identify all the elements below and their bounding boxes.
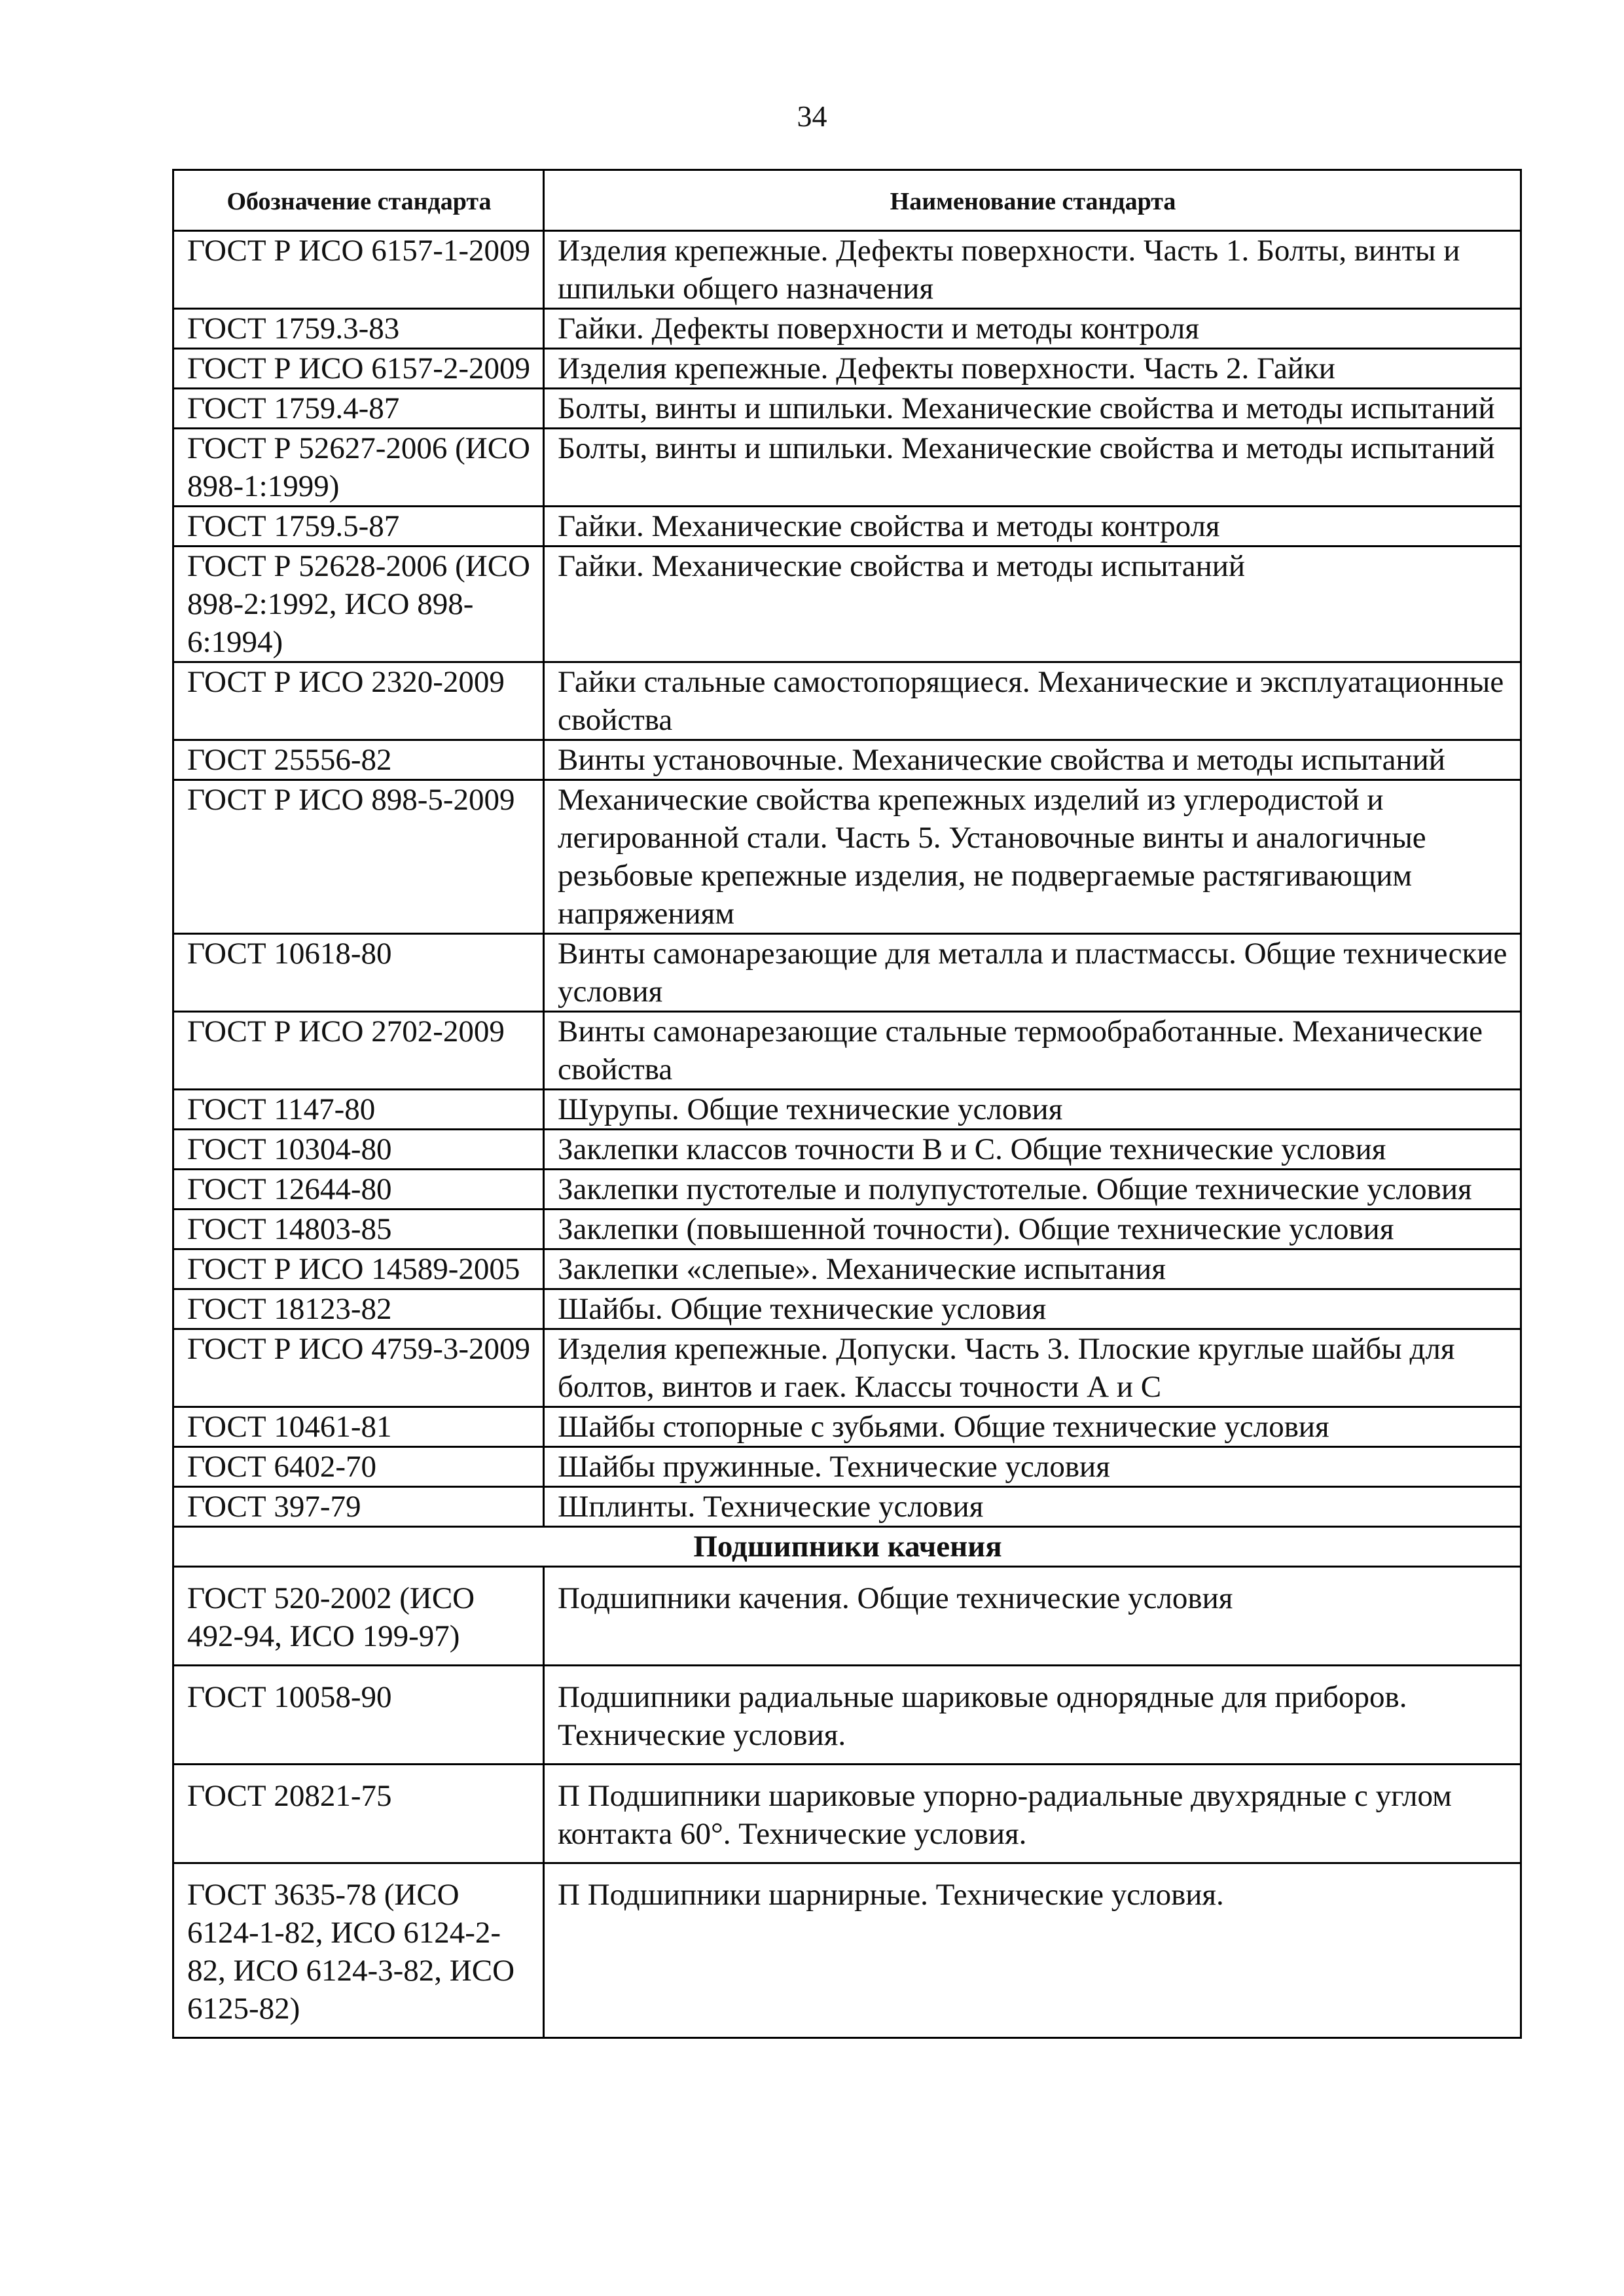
standard-name: Механические свойства крепежных изделий из углеродистой и легированной стали. Часть 5. Установочные винты и аналогичные резьбовые крепежные изделия, не подвергаемые растягивающим напряжениям [544, 780, 1521, 934]
standard-name: П Подшипники шариковые упорно-радиальные двухрядные с углом контакта 60°. Технические условия. [544, 1765, 1521, 1863]
standard-code: ГОСТ Р ИСО 6157-2-2009 [173, 349, 544, 389]
standard-code: ГОСТ Р ИСО 14589-2005 [173, 1249, 544, 1289]
standard-name: Изделия крепежные. Дефекты поверхности. Часть 1. Болты, винты и шпильки общего назначения [544, 231, 1521, 309]
standard-code: ГОСТ 10461-81 [173, 1407, 544, 1447]
standard-code: ГОСТ 20821-75 [173, 1765, 544, 1863]
table-row [173, 547, 1521, 662]
standard-name: Заклепки пустотелые и полупустотелые. Общие технические условия [544, 1170, 1521, 1210]
standard-code: ГОСТ 3635-78 (ИСО 6124-1-82, ИСО 6124-2-82, ИСО 6124-3-82, ИСО 6125-82) [173, 1863, 544, 2038]
standard-code: ГОСТ 1759.3-83 [173, 309, 544, 349]
page-number: 34 [797, 99, 827, 133]
standard-name: Подшипники качения. Общие технические условия [544, 1567, 1521, 1666]
table-row [173, 1210, 1521, 1249]
standard-code: ГОСТ 10618-80 [173, 934, 544, 1012]
table-row [173, 662, 1521, 740]
standard-name: Заклепки классов точности В и С. Общие технические условия [544, 1130, 1521, 1170]
table-row [173, 309, 1521, 349]
standard-name: П Подшипники шарнирные. Технические условия. [544, 1863, 1521, 2038]
standard-code: ГОСТ Р ИСО 2702-2009 [173, 1012, 544, 1090]
standard-name: Заклепки «слепые». Механические испытания [544, 1249, 1521, 1289]
table-row [173, 740, 1521, 780]
table-row [173, 1090, 1521, 1130]
standard-code: ГОСТ 14803-85 [173, 1210, 544, 1249]
standard-name: Болты, винты и шпильки. Механические свойства и методы испытаний [544, 429, 1521, 507]
standard-name: Винты самонарезающие стальные термообработанные. Механические свойства [544, 1012, 1521, 1090]
standard-name: Болты, винты и шпильки. Механические свойства и методы испытаний [544, 389, 1521, 429]
table-row [173, 1329, 1521, 1407]
standard-code: ГОСТ 1759.4-87 [173, 389, 544, 429]
column-header-code: Обозначение стандарта [173, 170, 544, 231]
standard-name: Гайки стальные самостопорящиеся. Механические и эксплуатационные свойства [544, 662, 1521, 740]
table-row [173, 934, 1521, 1012]
table-row [173, 1170, 1521, 1210]
column-header-name: Наименование стандарта [544, 170, 1521, 231]
standard-name: Гайки. Механические свойства и методы контроля [544, 507, 1521, 547]
standard-code: ГОСТ Р ИСО 6157-1-2009 [173, 231, 544, 309]
standard-name: Заклепки (повышенной точности). Общие технические условия [544, 1210, 1521, 1249]
table-row [173, 1130, 1521, 1170]
standard-code: ГОСТ 10058-90 [173, 1666, 544, 1765]
table-row [173, 1487, 1521, 1527]
table-header-row [173, 170, 1521, 231]
standard-code: ГОСТ 397-79 [173, 1487, 544, 1527]
table-row [173, 1863, 1521, 2038]
table-row [173, 507, 1521, 547]
table-row [173, 429, 1521, 507]
table-row [173, 1567, 1521, 1666]
standard-code: ГОСТ Р ИСО 4759-3-2009 [173, 1329, 544, 1407]
standard-name: Гайки. Механические свойства и методы испытаний [544, 547, 1521, 662]
table-row [173, 1765, 1521, 1863]
table-row [173, 389, 1521, 429]
standards-table [172, 169, 1522, 2039]
table-row [173, 1012, 1521, 1090]
standard-name: Подшипники радиальные шариковые однорядные для приборов. Технические условия. [544, 1666, 1521, 1765]
standard-name: Винты установочные. Механические свойства и методы испытаний [544, 740, 1521, 780]
standard-code: ГОСТ Р 52627-2006 (ИСО 898-1:1999) [173, 429, 544, 507]
standard-name: Гайки. Дефекты поверхности и методы контроля [544, 309, 1521, 349]
standard-code: ГОСТ 25556-82 [173, 740, 544, 780]
standard-code: ГОСТ Р ИСО 2320-2009 [173, 662, 544, 740]
table-row [173, 1249, 1521, 1289]
section-header-row [173, 1527, 1521, 1567]
standard-name: Шплинты. Технические условия [544, 1487, 1521, 1527]
table-row [173, 1447, 1521, 1487]
table-row [173, 780, 1521, 934]
table-row [173, 349, 1521, 389]
standard-code: ГОСТ 10304-80 [173, 1130, 544, 1170]
standard-code: ГОСТ 1147-80 [173, 1090, 544, 1130]
standard-code: ГОСТ Р ИСО 898-5-2009 [173, 780, 544, 934]
table-row [173, 1407, 1521, 1447]
table-row [173, 1666, 1521, 1765]
standard-name: Шайбы. Общие технические условия [544, 1289, 1521, 1329]
standard-name: Шурупы. Общие технические условия [544, 1090, 1521, 1130]
table-row [173, 231, 1521, 309]
standard-name: Винты самонарезающие для металла и пластмассы. Общие технические условия [544, 934, 1521, 1012]
standard-code: ГОСТ 18123-82 [173, 1289, 544, 1329]
standard-code: ГОСТ Р 52628-2006 (ИСО 898-2:1992, ИСО 898-6:1994) [173, 547, 544, 662]
standard-code: ГОСТ 12644-80 [173, 1170, 544, 1210]
standard-name: Изделия крепежные. Дефекты поверхности. Часть 2. Гайки [544, 349, 1521, 389]
standard-name: Шайбы стопорные с зубьями. Общие технические условия [544, 1407, 1521, 1447]
section-title: Подшипники качения [173, 1527, 1521, 1567]
table-row [173, 1289, 1521, 1329]
standard-code: ГОСТ 6402-70 [173, 1447, 544, 1487]
standard-code: ГОСТ 520-2002 (ИСО 492-94, ИСО 199-97) [173, 1567, 544, 1666]
standard-code: ГОСТ 1759.5-87 [173, 507, 544, 547]
standard-name: Изделия крепежные. Допуски. Часть 3. Плоские круглые шайбы для болтов, винтов и гаек. Классы точности А и С [544, 1329, 1521, 1407]
standard-name: Шайбы пружинные. Технические условия [544, 1447, 1521, 1487]
